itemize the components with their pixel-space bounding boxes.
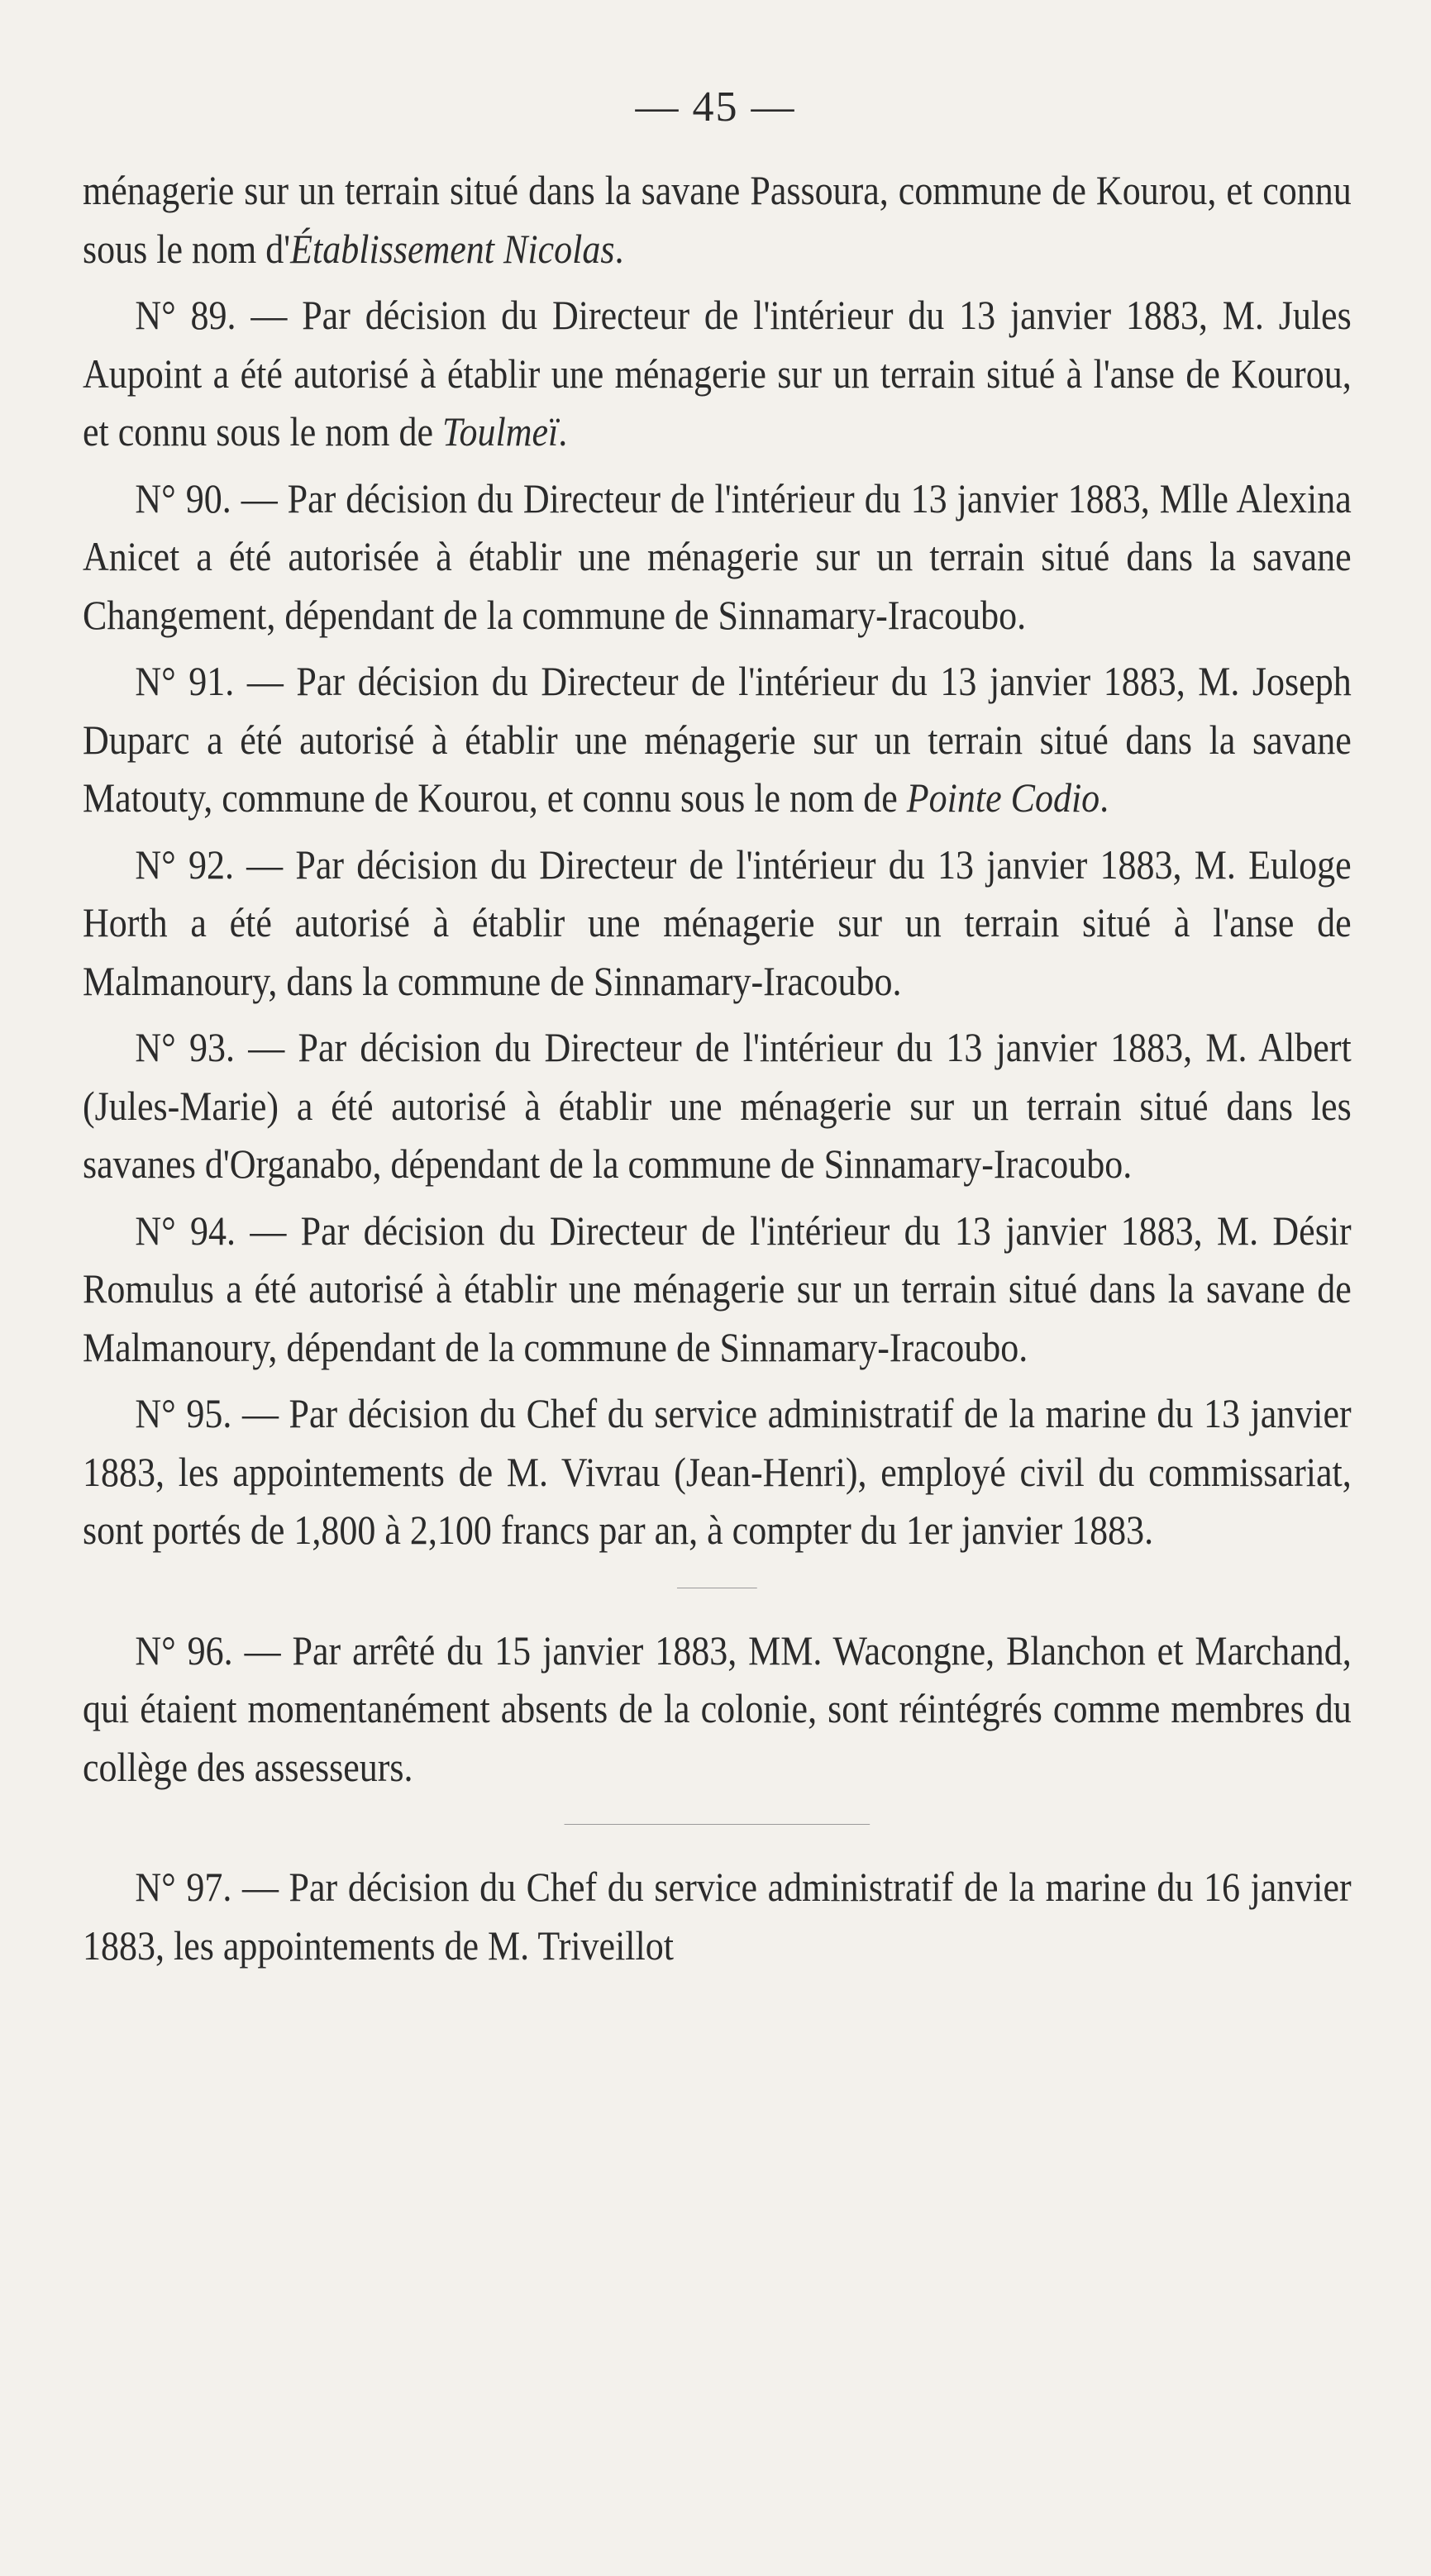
entry-97: N° 97. — Par décision du Chef du service administratif de la marine du 16 janvier 1883, les appointements de M. Triveillot [83, 1864, 1352, 1969]
body-text [83, 161, 1352, 1983]
paragraph-text: ménagerie sur un terrain situé dans la savane Passoura, commune de Kourou, et connu sous le nom d' [83, 167, 1352, 272]
entry-90: N° 90. — Par décision du Directeur de l'intérieur du 13 janvier 1883, Mlle Alexina Anicet a été autorisée à établir une ménagerie sur un terrain situé dans la savane Changement, dépendant de la commune de Sinnamary-Iracoubo. [83, 474, 1352, 638]
place-name: Toulmeï [442, 408, 559, 455]
place-name: Pointe Codio [906, 774, 1100, 821]
entry-91 [83, 652, 1352, 827]
entry-96: N° 96. — Par arrêté du 15 janvier 1883, MM. Wacongne, Blanchon et Marchand, qui étaient momentanément absents de la colonie, sont réintégrés comme membres du collège des assesseurs. [83, 1626, 1352, 1790]
paragraph-text: . [614, 225, 624, 272]
paragraph-continuation [83, 161, 1352, 278]
entry-94: N° 94. — Par décision du Directeur de l'intérieur du 13 janvier 1883, M. Désir Romulus a été autorisé à établir une ménagerie sur un terrain situé dans la savane de Malmanoury, dépendant de la commune de Sinnamary-Iracoubo. [83, 1207, 1352, 1370]
entry-93: N° 93. — Par décision du Directeur de l'intérieur du 13 janvier 1883, M. Albert (Jules-Marie) a été autorisé à établir une ménagerie sur un terrain situé dans les savanes d'Organabo, dépendant de la commune de Sinnamary-Iracoubo. [83, 1024, 1352, 1187]
entry-89 [83, 286, 1352, 461]
paragraph-text: . [1099, 774, 1109, 821]
place-name: Établissement Nicolas [290, 225, 615, 272]
page-number: — 45 — [635, 83, 796, 131]
paragraph-text: N° 91. — Par décision du Directeur de l'intérieur du 13 janvier 1883, M. Joseph Duparc a été autorisé à établir une ménagerie sur un terrain situé dans la savane Matouty, commune de Kourou, et connu sous le nom de [83, 658, 1352, 821]
entry-92: N° 92. — Par décision du Directeur de l'intérieur du 13 janvier 1883, M. Euloge Horth a été autorisé à établir une ménagerie sur un terrain situé à l'anse de Malmanoury, dans la commune de Sinnamary-Iracoubo. [83, 840, 1352, 1004]
paragraph-text: . [558, 408, 568, 455]
section-divider [565, 1824, 871, 1825]
entry-95: N° 95. — Par décision du Chef du service administratif de la marine du 13 janvier 1883, les appointements de M. Vivrau (Jean-Henri), employé civil du commissariat, sont portés de 1,800 à 2,100 francs par an, à compter du 1er janvier 1883. [83, 1390, 1352, 1553]
paragraph-text: N° 89. — Par décision du Directeur de l'intérieur du 13 janvier 1883, M. Jules Aupoint a été autorisé à établir une ménagerie sur un terrain situé à l'anse de Kourou, et connu sous le nom de [83, 292, 1352, 455]
